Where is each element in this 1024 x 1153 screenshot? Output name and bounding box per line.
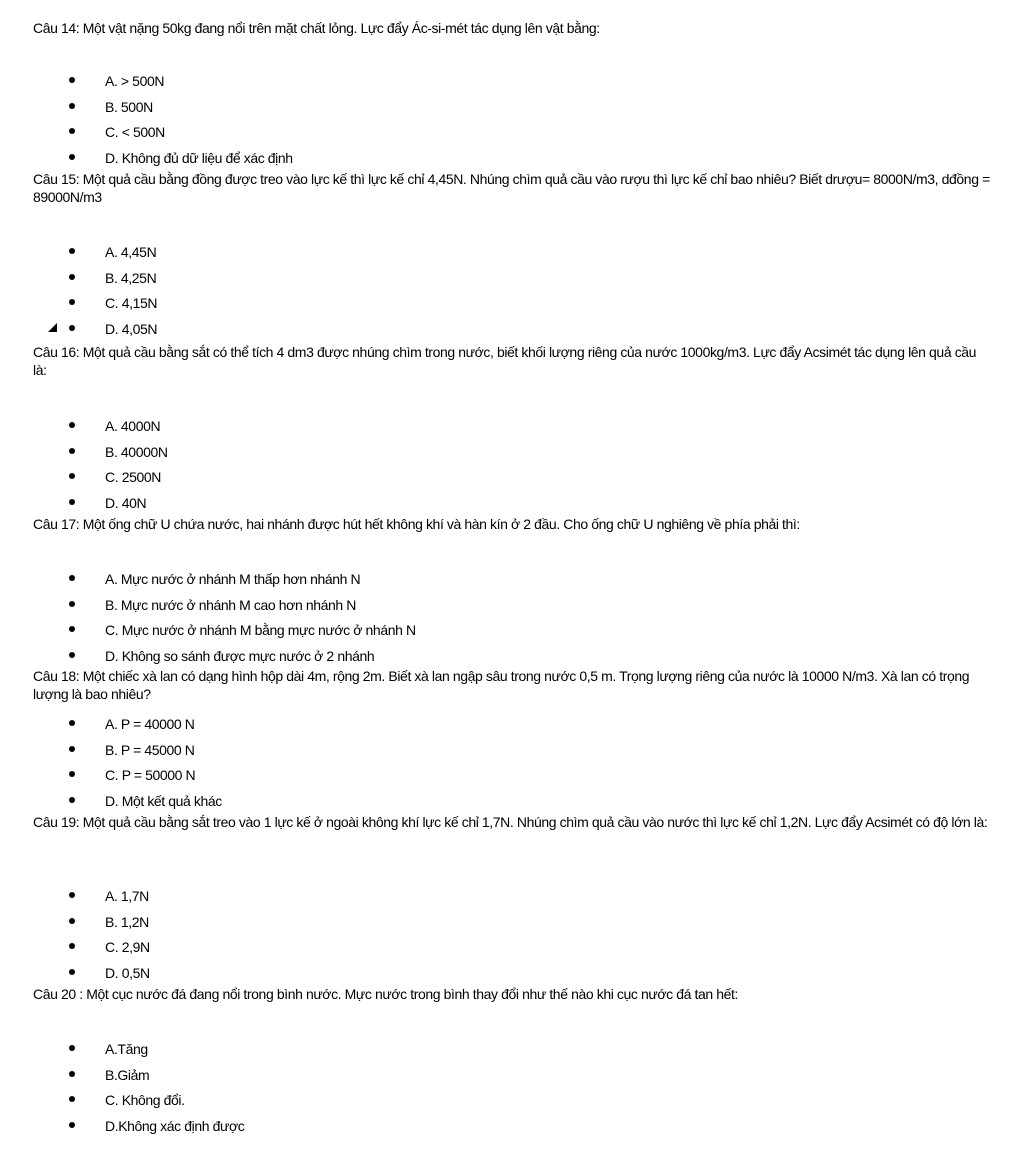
- option-20-a: A.Tăng: [0, 1040, 1024, 1066]
- option-17-d: D. Không so sánh được mực nước ở 2 nhánh: [0, 647, 1024, 673]
- bullet-icon: [69, 601, 75, 607]
- option-16-d: D. 40N: [0, 494, 1024, 520]
- bullet-icon: [69, 299, 75, 305]
- option-19-d: D. 0,5N: [0, 964, 1024, 990]
- question-18: Câu 18: Một chiếc xà lan có dạng hình hộp dài 4m, rộng 2m. Biết xà lan ngập sâu trong nước 0,5 m. Trọng lượng riêng của nước là 10000 N/m3. Xà lan có trọng lượng là bao nhiêu?: [33, 668, 970, 702]
- option-15-b: B. 4,25N: [0, 269, 1024, 295]
- bullet-icon: [69, 274, 75, 280]
- option-16-a: A. 4000N: [0, 417, 1024, 443]
- bullet-icon: [69, 626, 75, 632]
- bullet-icon: [69, 652, 75, 658]
- option-17-c: C. Mực nước ở nhánh M bằng mực nước ở nhánh N: [0, 621, 1024, 647]
- options-19: [0, 887, 1024, 990]
- options-16: [0, 417, 1024, 520]
- option-19-c: C. 2,9N: [0, 938, 1024, 964]
- option-15-a: A. 4,45N: [0, 243, 1024, 269]
- option-15-c: C. 4,15N: [0, 294, 1024, 320]
- option-14-d: D. Không đủ dữ liệu để xác định: [0, 149, 1024, 175]
- option-14-c: C. < 500N: [0, 123, 1024, 149]
- options-15: [0, 243, 1024, 346]
- option-20-c: C. Không đổi.: [0, 1091, 1024, 1117]
- bullet-icon: [69, 1071, 75, 1077]
- options-18: [0, 715, 1024, 818]
- triangle-marker-icon: [48, 323, 57, 332]
- bullet-icon: [69, 128, 75, 134]
- bullet-icon: [69, 1122, 75, 1128]
- bullet-icon: [69, 797, 75, 803]
- option-14-b: B. 500N: [0, 98, 1024, 124]
- option-20-d: D.Không xác định được: [0, 1117, 1024, 1143]
- bullet-icon: [69, 499, 75, 505]
- option-19-b: B. 1,2N: [0, 913, 1024, 939]
- bullet-icon: [69, 918, 75, 924]
- bullet-icon: [69, 248, 75, 254]
- option-18-b: B. P = 45000 N: [0, 741, 1024, 767]
- question-14: Câu 14: Một vật nặng 50kg đang nổi trên mặt chất lỏng. Lực đẩy Ác-si-mét tác dụng lên vật bằng:: [33, 20, 600, 36]
- bullet-icon: [69, 943, 75, 949]
- bullet-icon: [69, 771, 75, 777]
- bullet-icon: [69, 720, 75, 726]
- bullet-icon: [69, 969, 75, 975]
- bullet-icon: [69, 103, 75, 109]
- option-18-a: A. P = 40000 N: [0, 715, 1024, 741]
- bullet-icon: [69, 325, 75, 331]
- bullet-icon: [69, 1045, 75, 1051]
- bullet-icon: [69, 1096, 75, 1102]
- bullet-icon: [69, 892, 75, 898]
- question-20: Câu 20 : Một cục nước đá đang nổi trong bình nước. Mực nước trong bình thay đổi như thế nào khi cục nước đá tan hết:: [33, 986, 738, 1002]
- option-18-c: C. P = 50000 N: [0, 766, 1024, 792]
- option-20-b: B.Giảm: [0, 1066, 1024, 1092]
- bullet-icon: [69, 448, 75, 454]
- option-16-c: C. 2500N: [0, 468, 1024, 494]
- question-17: Câu 17: Một ống chữ U chứa nước, hai nhánh được hút hết không khí và hàn kín ở 2 đầu. Cho ống chữ U nghiêng về phía phải thì:: [33, 516, 800, 532]
- option-16-b: B. 40000N: [0, 443, 1024, 469]
- bullet-icon: [69, 154, 75, 160]
- option-17-b: B. Mực nước ở nhánh M cao hơn nhánh N: [0, 596, 1024, 622]
- question-15: Câu 15: Một quả cầu bằng đồng được treo vào lực kế thì lực kế chỉ 4,45N. Nhúng chìm quả cầu vào rượu thì lực kế chỉ bao nhiêu? Biết drượu= 8000N/m3, dđồng = 89000N/m3: [33, 171, 990, 205]
- bullet-icon: [69, 473, 75, 479]
- options-20: [0, 1040, 1024, 1143]
- options-14: [0, 72, 1024, 175]
- option-17-a: A. Mực nước ở nhánh M thấp hơn nhánh N: [0, 570, 1024, 596]
- bullet-icon: [69, 746, 75, 752]
- question-19: Câu 19: Một quả cầu bằng sắt treo vào 1 lực kế ở ngoài không khí lực kế chỉ 1,7N. Nhúng chìm quả cầu vào nước thì lực kế chỉ 1,2N. Lực đẩy Acsimét có độ lớn là:: [33, 814, 988, 830]
- bullet-icon: [69, 422, 75, 428]
- options-17: [0, 570, 1024, 673]
- question-16: Câu 16: Một quả cầu bằng sắt có thể tích 4 dm3 được nhúng chìm trong nước, biết khối lượng riêng của nước 1000kg/m3. Lực đẩy Acsimét tác dụng lên quả cầu là:: [33, 344, 977, 378]
- bullet-icon: [69, 77, 75, 83]
- option-18-d: D. Một kết quả khác: [0, 792, 1024, 818]
- option-14-a: A. > 500N: [0, 72, 1024, 98]
- bullet-icon: [69, 575, 75, 581]
- option-15-d: D. 4,05N: [0, 320, 1024, 346]
- option-19-a: A. 1,7N: [0, 887, 1024, 913]
